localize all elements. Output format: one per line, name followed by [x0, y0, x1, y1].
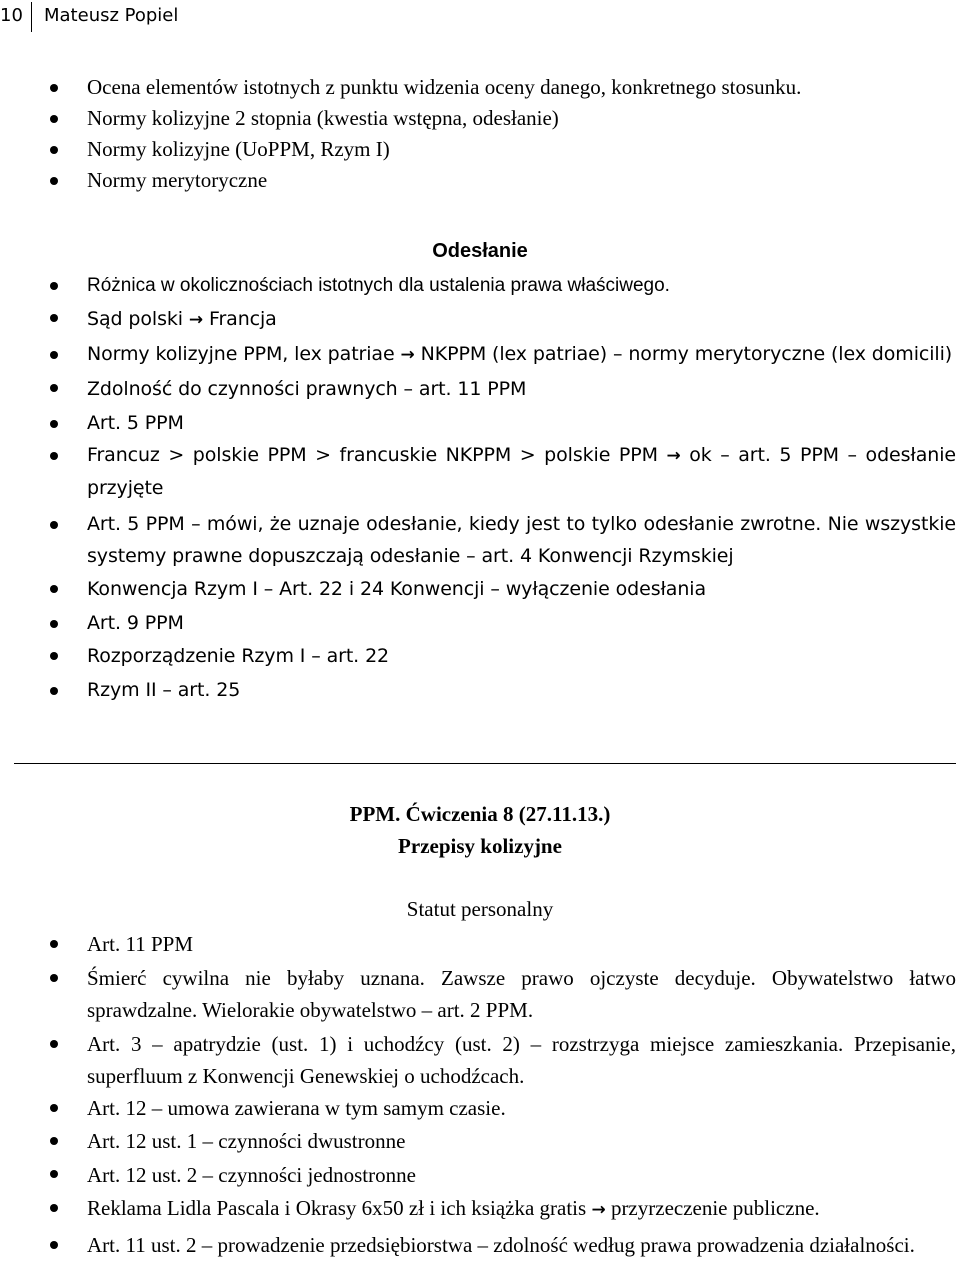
header-author: Mateusz Popiel	[44, 5, 179, 26]
arrow-right-icon: →	[188, 310, 204, 330]
page-number: 10	[0, 5, 23, 26]
list-item: Art. 5 PPM – mówi, że uznaje odesłanie, kiedy jest to tylko odesłanie zwrotne. Nie wszystkie systemy prawne dopuszczają odesłanie – art. 4 Konwencji Rzymskiej	[0, 508, 960, 572]
list-item: Rozporządzenie Rzym I – art. 22	[0, 639, 960, 674]
odeslanie-list	[0, 270, 960, 706]
list-item: Różnica w okolicznościach istotnych dla ustalenia prawa właściwego.	[0, 270, 960, 301]
list-item: Art. 12 ust. 1 – czynności dwustronne	[0, 1125, 960, 1158]
statut-list	[0, 928, 960, 1261]
list-item: Normy merytoryczne	[0, 165, 960, 196]
page-header	[0, 0, 300, 36]
list-item: Konwencja Rzym I – Art. 22 i 24 Konwencji – wyłączenie odesłania	[0, 572, 960, 607]
list-item: Ocena elementów istotnych z punktu widzenia oceny danego, konkretnego stosunku.	[0, 72, 960, 103]
list-item: Sąd polski → Francja	[0, 301, 960, 338]
list-item: Art. 3 – apatrydzie (ust. 1) i uchodźcy (ust. 2) – rozstrzyga miejsce zamieszkania. Przepisanie, superfluum z Konwencji Genewskiej o uchodźcach.	[0, 1028, 960, 1092]
list-item: Art. 11 ust. 2 – prowadzenie przedsiębiorstwa – zdolność według prawa prowadzenia działalności.	[0, 1229, 960, 1261]
section-heading-odeslanie: Odesłanie	[432, 240, 528, 262]
header-divider	[31, 2, 32, 32]
list-item: Rzym II – art. 25	[0, 674, 960, 706]
list-item: Francuz > polskie PPM > francuskie NKPPM > polskie PPM → ok – art. 5 PPM – odesłanie przyjęte	[0, 439, 960, 504]
list-item: Normy kolizyjne (UoPPM, Rzym I)	[0, 134, 960, 165]
list-item: Reklama Lidla Pascala i Okrasy 6x50 zł i ich książka gratis → przyrzeczenie publiczne.	[0, 1192, 960, 1227]
list-item: Art. 12 – umowa zawierana w tym samym czasie.	[0, 1092, 960, 1125]
list-item: Art. 5 PPM	[0, 407, 960, 439]
arrow-right-icon: →	[666, 446, 681, 466]
list-item: Art. 12 ust. 2 – czynności jednostronne	[0, 1158, 960, 1192]
list-item: Art. 9 PPM	[0, 607, 960, 639]
list-item: Normy kolizyjne 2 stopnia (kwestia wstępna, odesłanie)	[0, 103, 960, 134]
intro-list	[0, 72, 960, 196]
list-item: Śmierć cywilna nie byłaby uznana. Zawsze prawo ojczyste decyduje. Obywatelstwo łatwo sprawdzalne. Wielorakie obywatelstwo – art. 2 PPM.	[0, 962, 960, 1026]
horizontal-rule	[14, 763, 956, 764]
arrow-right-icon: →	[591, 1200, 606, 1220]
section-title: PPM. Ćwiczenia 8 (27.11.13.)	[349, 802, 611, 826]
arrow-right-icon: →	[400, 345, 415, 365]
list-item: Zdolność do czynności prawnych – art. 11 PPM	[0, 371, 960, 407]
list-item: Art. 11 PPM	[0, 928, 960, 960]
list-item: Normy kolizyjne PPM, lex patriae → NKPPM (lex patriae) – normy merytoryczne (lex domicili)	[0, 338, 960, 371]
statut-heading: Statut personalny	[406, 897, 554, 921]
section-subtitle: Przepisy kolizyjne	[398, 834, 562, 858]
